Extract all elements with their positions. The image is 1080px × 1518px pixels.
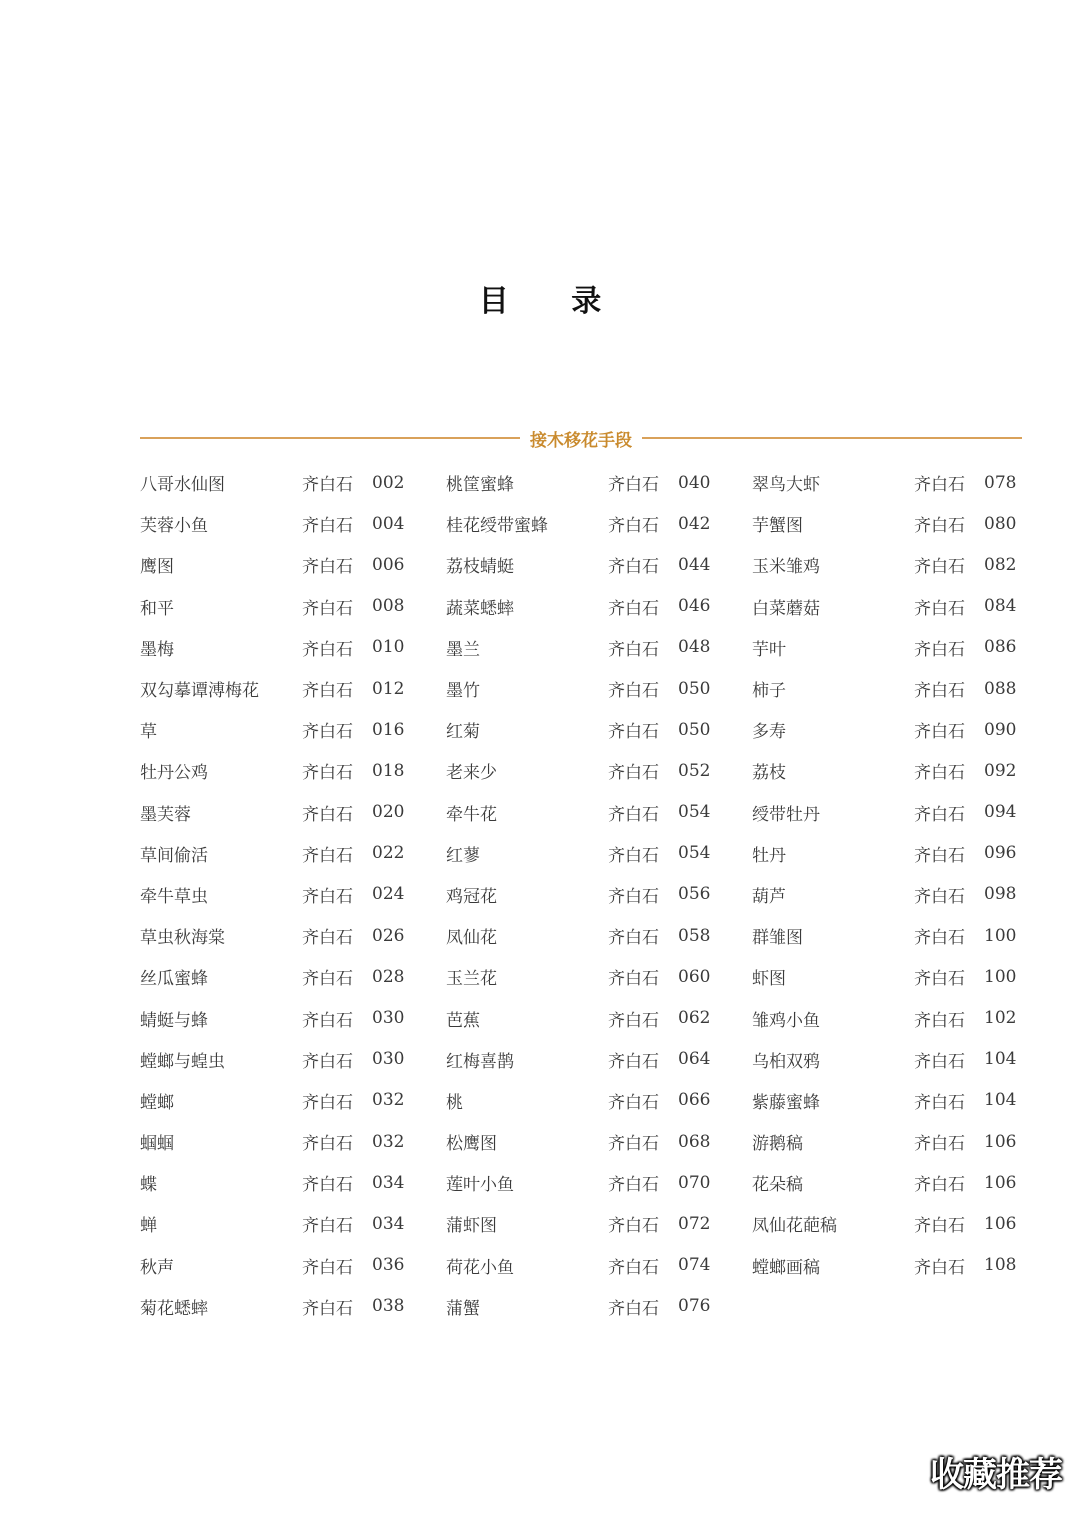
- entry-page-number: 012: [372, 678, 405, 699]
- entry-artist: 齐白石: [302, 804, 353, 825]
- entry-artist: 齐白石: [914, 1257, 965, 1278]
- entry-title: 莲叶小鱼: [446, 1175, 514, 1196]
- entry-artist: 齐白石: [608, 1134, 659, 1155]
- section-rule-left: [140, 437, 520, 439]
- table-of-contents: [140, 462, 1040, 1322]
- toc-entry[interactable]: [752, 874, 1052, 915]
- toc-entry[interactable]: [446, 997, 746, 1038]
- entry-page-number: 102: [984, 1008, 1017, 1029]
- entry-title: 蒲蟹: [446, 1298, 480, 1319]
- entry-title: 和平: [140, 598, 174, 619]
- entry-title: 绶带牡丹: [752, 804, 820, 825]
- entry-title: 荔枝: [752, 763, 786, 784]
- entry-artist: 齐白石: [608, 1216, 659, 1237]
- toc-entry[interactable]: [446, 1039, 746, 1080]
- entry-title: 玉米雏鸡: [752, 557, 820, 578]
- entry-title: 松鹰图: [446, 1134, 497, 1155]
- toc-entry[interactable]: [140, 750, 440, 791]
- entry-artist: 齐白石: [608, 845, 659, 866]
- entry-title: 螳螂: [140, 1092, 174, 1113]
- entry-artist: 齐白石: [302, 1216, 353, 1237]
- toc-entry[interactable]: [446, 709, 746, 750]
- entry-artist: 齐白石: [302, 886, 353, 907]
- entry-title: 墨竹: [446, 681, 480, 702]
- entry-page-number: 050: [678, 678, 711, 699]
- entry-artist: 齐白石: [608, 886, 659, 907]
- entry-title: 雏鸡小鱼: [752, 1010, 820, 1031]
- toc-entry[interactable]: [446, 833, 746, 874]
- entry-page-number: 100: [984, 925, 1017, 946]
- toc-entry[interactable]: [752, 462, 1052, 503]
- entry-artist: 齐白石: [914, 681, 965, 702]
- entry-title: 螳螂与蝗虫: [140, 1051, 225, 1072]
- entry-page-number: 050: [678, 719, 711, 740]
- toc-column: [446, 462, 746, 1327]
- entry-page-number: 048: [678, 637, 711, 658]
- entry-artist: 齐白石: [302, 1134, 353, 1155]
- entry-artist: 齐白石: [914, 845, 965, 866]
- entry-title: 桃筐蜜蜂: [446, 475, 514, 496]
- entry-title: 蜻蜓与蜂: [140, 1010, 208, 1031]
- entry-artist: 齐白石: [302, 475, 353, 496]
- toc-entry[interactable]: [752, 586, 1052, 627]
- toc-entry[interactable]: [140, 1203, 440, 1244]
- entry-title: 墨芙蓉: [140, 804, 191, 825]
- entry-artist: 齐白石: [914, 557, 965, 578]
- toc-entry[interactable]: [140, 503, 440, 544]
- entry-artist: 齐白石: [608, 804, 659, 825]
- entry-title: 凤仙花葩稿: [752, 1216, 837, 1237]
- entry-page-number: 028: [372, 966, 405, 987]
- toc-entry[interactable]: [140, 997, 440, 1038]
- entry-title: 牡丹: [752, 845, 786, 866]
- toc-entry[interactable]: [752, 956, 1052, 997]
- entry-title: 乌桕双鸦: [752, 1051, 820, 1072]
- entry-title: 红梅喜鹊: [446, 1051, 514, 1072]
- entry-artist: 齐白石: [302, 681, 353, 702]
- entry-title: 红菊: [446, 722, 480, 743]
- entry-artist: 齐白石: [608, 598, 659, 619]
- entry-page-number: 104: [984, 1049, 1017, 1070]
- entry-title: 牡丹公鸡: [140, 763, 208, 784]
- toc-entry[interactable]: [446, 1245, 746, 1286]
- entry-artist: 齐白石: [302, 1298, 353, 1319]
- entry-title: 多寿: [752, 722, 786, 743]
- entry-artist: 齐白石: [302, 969, 353, 990]
- entry-page-number: 036: [372, 1255, 405, 1276]
- toc-entry[interactable]: [446, 1162, 746, 1203]
- entry-title: 牵牛草虫: [140, 886, 208, 907]
- entry-title: 芋蟹图: [752, 516, 803, 537]
- toc-entry[interactable]: [140, 1162, 440, 1203]
- watermark: 收藏推荐: [930, 1455, 1062, 1495]
- entry-artist: 齐白石: [914, 722, 965, 743]
- toc-entry[interactable]: [140, 586, 440, 627]
- entry-page-number: 062: [678, 1008, 711, 1029]
- toc-entry[interactable]: [752, 627, 1052, 668]
- entry-page-number: 030: [372, 1008, 405, 1029]
- toc-entry[interactable]: [752, 503, 1052, 544]
- entry-artist: 齐白石: [608, 639, 659, 660]
- entry-page-number: 038: [372, 1296, 405, 1317]
- toc-entry[interactable]: [140, 956, 440, 997]
- entry-title: 紫藤蜜蜂: [752, 1092, 820, 1113]
- toc-entry[interactable]: [446, 915, 746, 956]
- entry-title: 草间偷活: [140, 845, 208, 866]
- entry-artist: 齐白石: [608, 1298, 659, 1319]
- entry-artist: 齐白石: [914, 928, 965, 949]
- entry-page-number: 086: [984, 637, 1017, 658]
- toc-entry[interactable]: [752, 792, 1052, 833]
- entry-artist: 齐白石: [914, 1134, 965, 1155]
- toc-entry[interactable]: [752, 1203, 1052, 1244]
- toc-entry[interactable]: [140, 1080, 440, 1121]
- toc-entry[interactable]: [140, 544, 440, 585]
- entry-page-number: 072: [678, 1213, 711, 1234]
- toc-entry[interactable]: [752, 997, 1052, 1038]
- entry-title: 芙蓉小鱼: [140, 516, 208, 537]
- entry-page-number: 068: [678, 1131, 711, 1152]
- entry-page-number: 004: [372, 513, 405, 534]
- entry-title: 老来少: [446, 763, 497, 784]
- entry-artist: 齐白石: [608, 969, 659, 990]
- entry-page-number: 060: [678, 966, 711, 987]
- toc-entry[interactable]: [140, 1039, 440, 1080]
- toc-entry[interactable]: [752, 668, 1052, 709]
- entry-title: 丝瓜蜜蜂: [140, 969, 208, 990]
- toc-entry[interactable]: [446, 1080, 746, 1121]
- entry-title: 桃: [446, 1092, 463, 1113]
- entry-title: 鸡冠花: [446, 886, 497, 907]
- toc-entry[interactable]: [446, 750, 746, 791]
- entry-artist: 齐白石: [608, 1257, 659, 1278]
- entry-page-number: 080: [984, 513, 1017, 534]
- entry-page-number: 084: [984, 596, 1017, 617]
- entry-title: 草虫秋海棠: [140, 928, 225, 949]
- entry-artist: 齐白石: [608, 475, 659, 496]
- entry-artist: 齐白石: [302, 928, 353, 949]
- section-title: 接木移花手段: [530, 430, 632, 451]
- toc-column: [140, 462, 440, 1327]
- toc-entry[interactable]: [446, 586, 746, 627]
- entry-artist: 齐白石: [302, 639, 353, 660]
- toc-entry[interactable]: [752, 1245, 1052, 1286]
- entry-title: 葫芦: [752, 886, 786, 907]
- entry-page-number: 054: [678, 802, 711, 823]
- toc-entry[interactable]: [752, 833, 1052, 874]
- entry-title: 凤仙花: [446, 928, 497, 949]
- entry-title: 双勾摹谭溥梅花: [140, 681, 259, 702]
- entry-page-number: 030: [372, 1049, 405, 1070]
- entry-artist: 齐白石: [302, 1175, 353, 1196]
- toc-entry[interactable]: [446, 462, 746, 503]
- toc-entry[interactable]: [140, 874, 440, 915]
- toc-entry[interactable]: [446, 1121, 746, 1162]
- entry-page-number: 092: [984, 760, 1017, 781]
- section-header: [140, 424, 1022, 452]
- entry-artist: 齐白石: [914, 1051, 965, 1072]
- entry-title: 红蓼: [446, 845, 480, 866]
- entry-title: 群雏图: [752, 928, 803, 949]
- entry-artist: 齐白石: [914, 969, 965, 990]
- toc-entry[interactable]: [752, 915, 1052, 956]
- entry-title: 鹰图: [140, 557, 174, 578]
- entry-artist: 齐白石: [914, 1175, 965, 1196]
- entry-title: 桂花绶带蜜蜂: [446, 516, 548, 537]
- entry-artist: 齐白石: [608, 1175, 659, 1196]
- entry-artist: 齐白石: [608, 928, 659, 949]
- entry-artist: 齐白石: [302, 763, 353, 784]
- toc-entry[interactable]: [752, 1039, 1052, 1080]
- toc-entry[interactable]: [752, 750, 1052, 791]
- entry-page-number: 052: [678, 760, 711, 781]
- entry-title: 芭蕉: [446, 1010, 480, 1031]
- entry-page-number: 082: [984, 554, 1017, 575]
- toc-entry[interactable]: [140, 915, 440, 956]
- entry-page-number: 074: [678, 1255, 711, 1276]
- entry-artist: 齐白石: [914, 1216, 965, 1237]
- entry-page-number: 078: [984, 472, 1017, 493]
- toc-entry[interactable]: [446, 1203, 746, 1244]
- entry-title: 芋叶: [752, 639, 786, 660]
- entry-page-number: 018: [372, 760, 405, 781]
- entry-artist: 齐白石: [608, 516, 659, 537]
- toc-entry[interactable]: [446, 668, 746, 709]
- entry-title: 柿子: [752, 681, 786, 702]
- entry-title: 菊花蟋蟀: [140, 1298, 208, 1319]
- entry-page-number: 008: [372, 596, 405, 617]
- toc-entry[interactable]: [752, 544, 1052, 585]
- entry-page-number: 066: [678, 1090, 711, 1111]
- entry-title: 荷花小鱼: [446, 1257, 514, 1278]
- toc-entry[interactable]: [446, 627, 746, 668]
- entry-artist: 齐白石: [608, 1010, 659, 1031]
- entry-page-number: 046: [678, 596, 711, 617]
- entry-title: 螳螂画稿: [752, 1257, 820, 1278]
- toc-entry[interactable]: [140, 792, 440, 833]
- toc-entry[interactable]: [446, 874, 746, 915]
- entry-page-number: 106: [984, 1131, 1017, 1152]
- entry-page-number: 034: [372, 1172, 405, 1193]
- entry-page-number: 088: [984, 678, 1017, 699]
- toc-entry[interactable]: [752, 1080, 1052, 1121]
- entry-title: 玉兰花: [446, 969, 497, 990]
- entry-page-number: 010: [372, 637, 405, 658]
- entry-title: 虾图: [752, 969, 786, 990]
- entry-page-number: 104: [984, 1090, 1017, 1111]
- entry-page-number: 002: [372, 472, 405, 493]
- entry-artist: 齐白石: [608, 722, 659, 743]
- entry-artist: 齐白石: [914, 516, 965, 537]
- entry-artist: 齐白石: [302, 1010, 353, 1031]
- entry-page-number: 032: [372, 1131, 405, 1152]
- toc-entry[interactable]: [140, 1121, 440, 1162]
- entry-page-number: 016: [372, 719, 405, 740]
- entry-artist: 齐白石: [914, 598, 965, 619]
- toc-entry[interactable]: [140, 1245, 440, 1286]
- entry-page-number: 070: [678, 1172, 711, 1193]
- entry-artist: 齐白石: [914, 763, 965, 784]
- entry-title: 草: [140, 722, 157, 743]
- entry-artist: 齐白石: [608, 557, 659, 578]
- toc-entry[interactable]: [752, 1162, 1052, 1203]
- entry-title: 蒲虾图: [446, 1216, 497, 1237]
- entry-title: 八哥水仙图: [140, 475, 225, 496]
- entry-page-number: 100: [984, 966, 1017, 987]
- entry-page-number: 032: [372, 1090, 405, 1111]
- entry-page-number: 096: [984, 843, 1017, 864]
- toc-entry[interactable]: [446, 956, 746, 997]
- entry-artist: 齐白石: [914, 475, 965, 496]
- entry-artist: 齐白石: [914, 886, 965, 907]
- entry-title: 花朵稿: [752, 1175, 803, 1196]
- toc-column: [752, 462, 1052, 1286]
- toc-entry[interactable]: [752, 709, 1052, 750]
- toc-entry[interactable]: [140, 627, 440, 668]
- entry-page-number: 098: [984, 884, 1017, 905]
- entry-page-number: 090: [984, 719, 1017, 740]
- entry-page-number: 040: [678, 472, 711, 493]
- entry-artist: 齐白石: [302, 845, 353, 866]
- entry-page-number: 106: [984, 1172, 1017, 1193]
- entry-title: 墨梅: [140, 639, 174, 660]
- page-title: 目 录: [478, 284, 628, 319]
- entry-title: 秋声: [140, 1257, 174, 1278]
- entry-artist: 齐白石: [302, 1051, 353, 1072]
- entry-title: 游鹅稿: [752, 1134, 803, 1155]
- entry-artist: 齐白石: [608, 1051, 659, 1072]
- entry-artist: 齐白石: [302, 598, 353, 619]
- entry-artist: 齐白石: [302, 1257, 353, 1278]
- toc-entry[interactable]: [446, 1286, 746, 1327]
- entry-artist: 齐白石: [302, 722, 353, 743]
- toc-entry[interactable]: [446, 544, 746, 585]
- toc-entry[interactable]: [140, 709, 440, 750]
- section-rule-right: [642, 437, 1022, 439]
- entry-title: 蝉: [140, 1216, 157, 1237]
- entry-page-number: 022: [372, 843, 405, 864]
- entry-page-number: 106: [984, 1213, 1017, 1234]
- entry-artist: 齐白石: [608, 763, 659, 784]
- entry-page-number: 058: [678, 925, 711, 946]
- entry-title: 牵牛花: [446, 804, 497, 825]
- entry-page-number: 024: [372, 884, 405, 905]
- toc-entry[interactable]: [140, 1286, 440, 1327]
- entry-artist: 齐白石: [914, 639, 965, 660]
- entry-page-number: 034: [372, 1213, 405, 1234]
- toc-entry[interactable]: [446, 792, 746, 833]
- entry-title: 墨兰: [446, 639, 480, 660]
- toc-entry[interactable]: [446, 503, 746, 544]
- entry-page-number: 056: [678, 884, 711, 905]
- entry-page-number: 076: [678, 1296, 711, 1317]
- entry-page-number: 044: [678, 554, 711, 575]
- entry-artist: 齐白石: [608, 681, 659, 702]
- entry-title: 蝈蝈: [140, 1134, 174, 1155]
- entry-artist: 齐白石: [608, 1092, 659, 1113]
- entry-title: 蔬菜蟋蟀: [446, 598, 514, 619]
- entry-page-number: 006: [372, 554, 405, 575]
- entry-page-number: 064: [678, 1049, 711, 1070]
- entry-title: 翠鸟大虾: [752, 475, 820, 496]
- entry-artist: 齐白石: [302, 1092, 353, 1113]
- entry-artist: 齐白石: [914, 1092, 965, 1113]
- entry-artist: 齐白石: [914, 1010, 965, 1031]
- entry-title: 荔枝蜻蜓: [446, 557, 514, 578]
- entry-title: 白菜蘑菇: [752, 598, 820, 619]
- toc-entry[interactable]: [140, 462, 440, 503]
- toc-entry[interactable]: [752, 1121, 1052, 1162]
- entry-page-number: 094: [984, 802, 1017, 823]
- entry-page-number: 054: [678, 843, 711, 864]
- toc-entry[interactable]: [140, 668, 440, 709]
- entry-title: 蝶: [140, 1175, 157, 1196]
- toc-entry[interactable]: [140, 833, 440, 874]
- entry-artist: 齐白石: [302, 557, 353, 578]
- entry-page-number: 026: [372, 925, 405, 946]
- entry-page-number: 042: [678, 513, 711, 534]
- entry-page-number: 020: [372, 802, 405, 823]
- entry-artist: 齐白石: [302, 516, 353, 537]
- entry-page-number: 108: [984, 1255, 1017, 1276]
- entry-artist: 齐白石: [914, 804, 965, 825]
